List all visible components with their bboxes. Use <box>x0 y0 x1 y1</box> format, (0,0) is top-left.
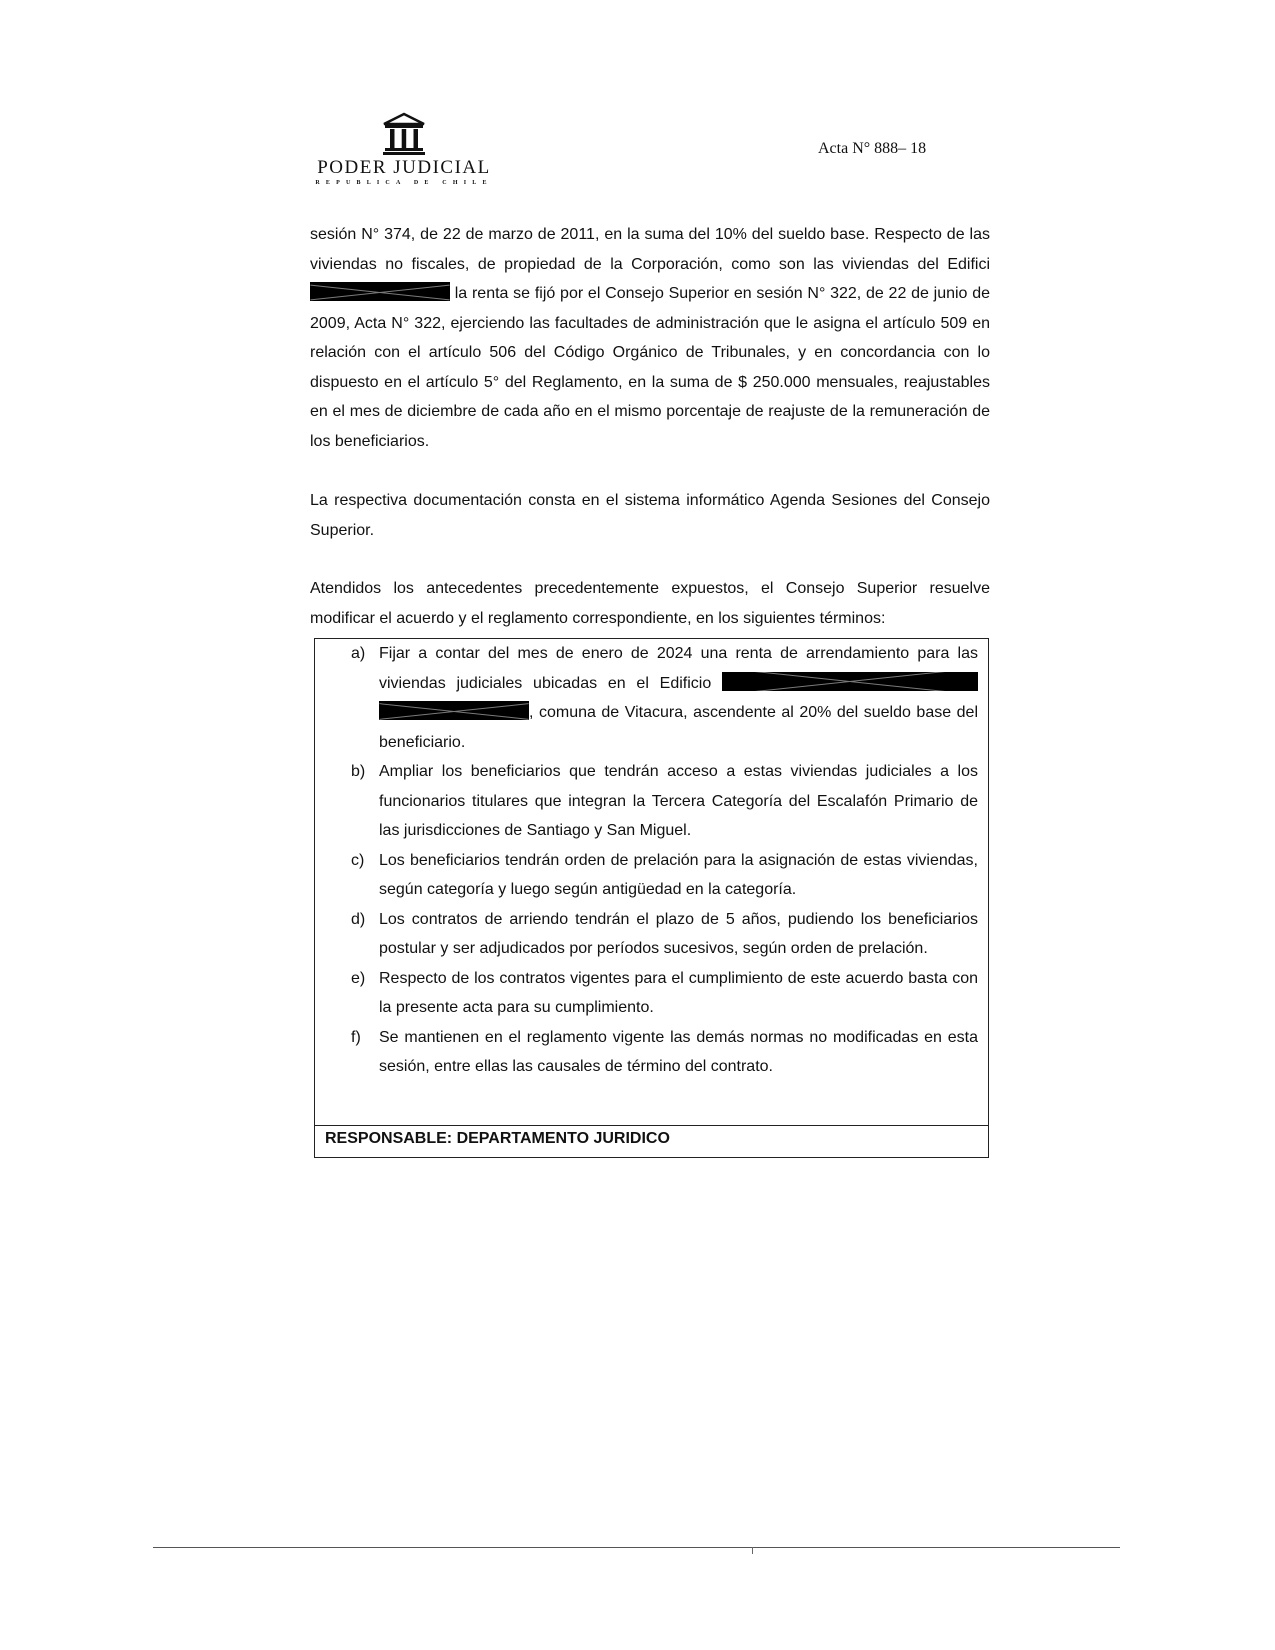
responsible-footer: RESPONSABLE: DEPARTAMENTO JURIDICO <box>315 1125 988 1157</box>
resolution-list <box>351 639 978 1082</box>
list-item-text: Los beneficiarios tendrán orden de prelación para la asignación de estas viviendas, según categoría y luego según antigüedad en la categoría. <box>379 851 978 898</box>
list-marker: c) <box>351 851 365 869</box>
redaction-box <box>310 282 450 301</box>
logo-name: PODER JUDICIAL <box>317 157 491 178</box>
page-footer-tick <box>752 1547 753 1554</box>
list-item-text: Respecto de los contratos vigentes para el cumplimiento de este acuerdo basta con la presente acta para su cumplimiento. <box>379 969 978 1016</box>
list-item-text-part-2: , comuna de Vitacura, ascendente al 20% del sueldo base del beneficiario. <box>379 704 978 751</box>
paragraph-1 <box>310 220 990 456</box>
acta-reference: Acta N° 888– 18 <box>818 140 927 157</box>
poder-judicial-logo <box>314 112 494 187</box>
list-item <box>351 639 978 757</box>
redaction-box <box>379 701 529 720</box>
list-item <box>351 1023 978 1082</box>
list-item-text: Se mantienen en el reglamento vigente las demás normas no modificadas en esta sesión, entre ellas las causales de término del contrato. <box>379 1028 978 1075</box>
resolution-box <box>314 638 989 1158</box>
paragraph-1-part-1: sesión N° 374, de 22 de marzo de 2011, en la suma del 10% del sueldo base. Respecto de las viviendas no fiscales, de propiedad de la Corporación, como son las viviendas del Edifici <box>310 226 990 273</box>
list-item-text <box>379 639 978 757</box>
list-item <box>351 846 978 905</box>
list-item <box>351 964 978 1023</box>
list-item-text: Los contratos de arriendo tendrán el plazo de 5 años, pudiendo los beneficiarios postular y ser adjudicados por períodos sucesivos, según orden de prelación. <box>379 910 978 957</box>
paragraph-2: La respectiva documentación consta en el sistema informático Agenda Sesiones del Consejo Superior. <box>310 492 990 539</box>
page-footer-rule <box>153 1547 1120 1548</box>
list-marker: a) <box>351 645 366 662</box>
paragraph-1-part-2: la renta se fijó por el Consejo Superior en sesión N° 322, de 22 de junio de 2009, Acta N° 322, ejerciendo las facultades de administración que le asigna el artículo 509 en relación con el artículo 506 del Código Orgánico de Tribunales, y en concordancia con lo dispuesto en el artículo 5° del Reglamento, en la suma de $ 250.000 mensuales, reajustables en el mes de diciembre de cada año en el mismo porcentaje de reajuste de la remuneración de los beneficiarios. <box>310 285 990 450</box>
list-marker: e) <box>351 969 366 987</box>
list-item-text-part-1: Fijar a contar del mes de enero de 2024 una renta de arrendamiento para las viviendas judiciales ubicadas en el Edificio <box>379 645 978 692</box>
redaction-box <box>722 672 978 691</box>
list-marker: b) <box>351 763 366 780</box>
list-item-text: Ampliar los beneficiarios que tendrán acceso a estas viviendas judiciales a los funcionarios titulares que integran la Tercera Categoría del Escalafón Primario de las jurisdicciones de Santiago y San Miguel. <box>379 763 978 839</box>
list-marker: f) <box>351 1028 361 1046</box>
list-marker: d) <box>351 910 366 928</box>
list-item <box>351 757 978 846</box>
logo-subtitle: REPUBLICA DE CHILE <box>315 180 493 186</box>
courthouse-icon <box>381 112 427 156</box>
list-item <box>351 905 978 964</box>
paragraph-3: Atendidos los antecedentes precedentemente expuestos, el Consejo Superior resuelve modificar el acuerdo y el reglamento correspondiente, en los siguientes términos: <box>310 580 990 627</box>
